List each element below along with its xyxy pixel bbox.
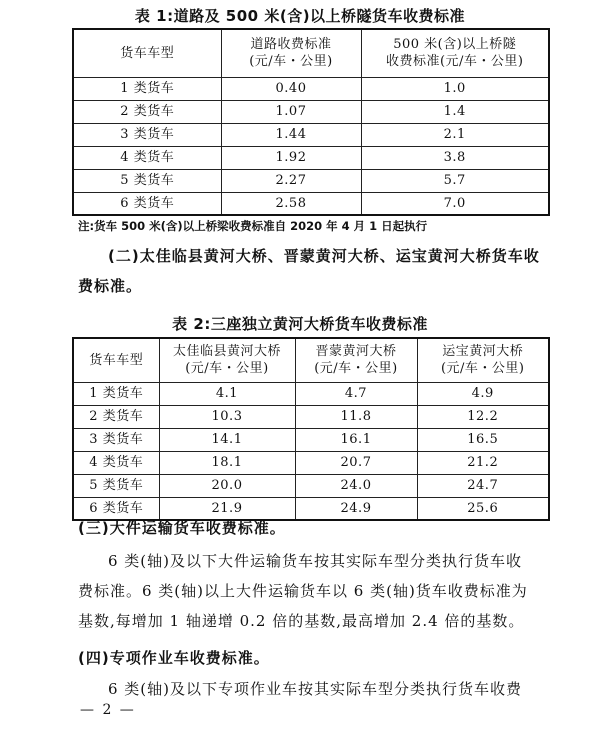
table2-cell: 20.0 (159, 474, 295, 497)
table2-cell: 2 类货车 (73, 405, 159, 428)
table2-title: 表 2:三座独立黄河大桥货车收费标准 (172, 315, 428, 333)
table2-cell: 5 类货车 (73, 474, 159, 497)
table-row (73, 100, 549, 123)
table2-header-cell: 货车车型 (73, 338, 159, 382)
table1-cell: 1.4 (361, 100, 549, 123)
table1-cell: 1.0 (361, 77, 549, 100)
section2-heading (78, 241, 548, 301)
table1-cell: 1.92 (221, 146, 361, 169)
table2-cell: 16.1 (295, 428, 417, 451)
table1-cell: 3.8 (361, 146, 549, 169)
table2-cell: 25.6 (417, 497, 549, 520)
table1-cell: 1.44 (221, 123, 361, 146)
section3-body (78, 546, 550, 636)
table-row (73, 123, 549, 146)
section3-line: 6 类(轴)及以下大件运输货车按其实际车型分类执行货车收 (108, 552, 523, 570)
table1-cell: 1.07 (221, 100, 361, 123)
table1-note: 注:货车 500 米(含)以上桥梁收费标准自 2020 年 4 月 1 日起执行 (78, 219, 428, 233)
table1-header-row (73, 29, 549, 77)
table-row (73, 382, 549, 405)
table-row (73, 405, 549, 428)
table2-cell: 24.7 (417, 474, 549, 497)
table2-cell: 18.1 (159, 451, 295, 474)
table2 (72, 337, 550, 521)
table2-cell: 16.5 (417, 428, 549, 451)
table1-cell: 1 类货车 (73, 77, 221, 100)
page-number: — 2 — (80, 702, 136, 718)
section4-line: 6 类(轴)及以下专项作业车按其实际车型分类执行货车收费 (108, 680, 523, 698)
table2-cell: 3 类货车 (73, 428, 159, 451)
table1-cell: 5.7 (361, 169, 549, 192)
section3-line: 基数,每增加 1 轴递增 0.2 倍的基数,最高增加 2.4 倍的基数。 (78, 612, 525, 630)
table2-cell: 20.7 (295, 451, 417, 474)
table2-cell: 1 类货车 (73, 382, 159, 405)
table2-cell: 4.7 (295, 382, 417, 405)
table1-header-cell: 货车车型 (73, 29, 221, 77)
table-row (73, 192, 549, 215)
table2-header-row (73, 338, 549, 382)
table2-cell: 6 类货车 (73, 497, 159, 520)
table-row (73, 169, 549, 192)
table1-cell: 3 类货车 (73, 123, 221, 146)
table1-header-cell: 500 米(含)以上桥隧 收费标准(元/车・公里) (361, 29, 549, 77)
table2-cell: 21.9 (159, 497, 295, 520)
table1-cell: 2.1 (361, 123, 549, 146)
table-row (73, 77, 549, 100)
table1-cell: 6 类货车 (73, 192, 221, 215)
table2-cell: 4.9 (417, 382, 549, 405)
section2-line: (二)太佳临县黄河大桥、晋蒙黄河大桥、运宝黄河大桥货车收 (108, 247, 540, 265)
table2-cell: 10.3 (159, 405, 295, 428)
table1-cell: 2.27 (221, 169, 361, 192)
table1-cell: 5 类货车 (73, 169, 221, 192)
table1-cell: 4 类货车 (73, 146, 221, 169)
section3-line: 费标准。6 类(轴)以上大件运输货车以 6 类(轴)货车收费标准为 (78, 582, 528, 600)
table2-cell: 24.0 (295, 474, 417, 497)
table2-cell: 4.1 (159, 382, 295, 405)
table1-cell: 2 类货车 (73, 100, 221, 123)
table2-header-cell: 太佳临县黄河大桥 (元/车・公里) (159, 338, 295, 382)
table1 (72, 28, 550, 216)
table-row (73, 451, 549, 474)
table1-cell: 0.40 (221, 77, 361, 100)
table2-header-cell: 运宝黄河大桥 (元/车・公里) (417, 338, 549, 382)
table1-cell: 7.0 (361, 192, 549, 215)
table2-header-cell: 晋蒙黄河大桥 (元/车・公里) (295, 338, 417, 382)
table2-cell: 4 类货车 (73, 451, 159, 474)
table2-cell: 12.2 (417, 405, 549, 428)
table1-cell: 2.58 (221, 192, 361, 215)
table1-title: 表 1:道路及 500 米(含)以上桥隧货车收费标准 (134, 7, 466, 25)
table-row (73, 428, 549, 451)
table2-cell: 21.2 (417, 451, 549, 474)
table2-cell: 11.8 (295, 405, 417, 428)
table2-cell: 14.1 (159, 428, 295, 451)
table-row (73, 146, 549, 169)
table-row (73, 474, 549, 497)
section3-heading: (三)大件运输货车收费标准。 (78, 519, 286, 537)
section2-line: 费标准。 (78, 277, 143, 295)
section4-heading: (四)专项作业车收费标准。 (78, 649, 270, 667)
table1-header-cell: 道路收费标准 (元/车・公里) (221, 29, 361, 77)
table2-cell: 24.9 (295, 497, 417, 520)
